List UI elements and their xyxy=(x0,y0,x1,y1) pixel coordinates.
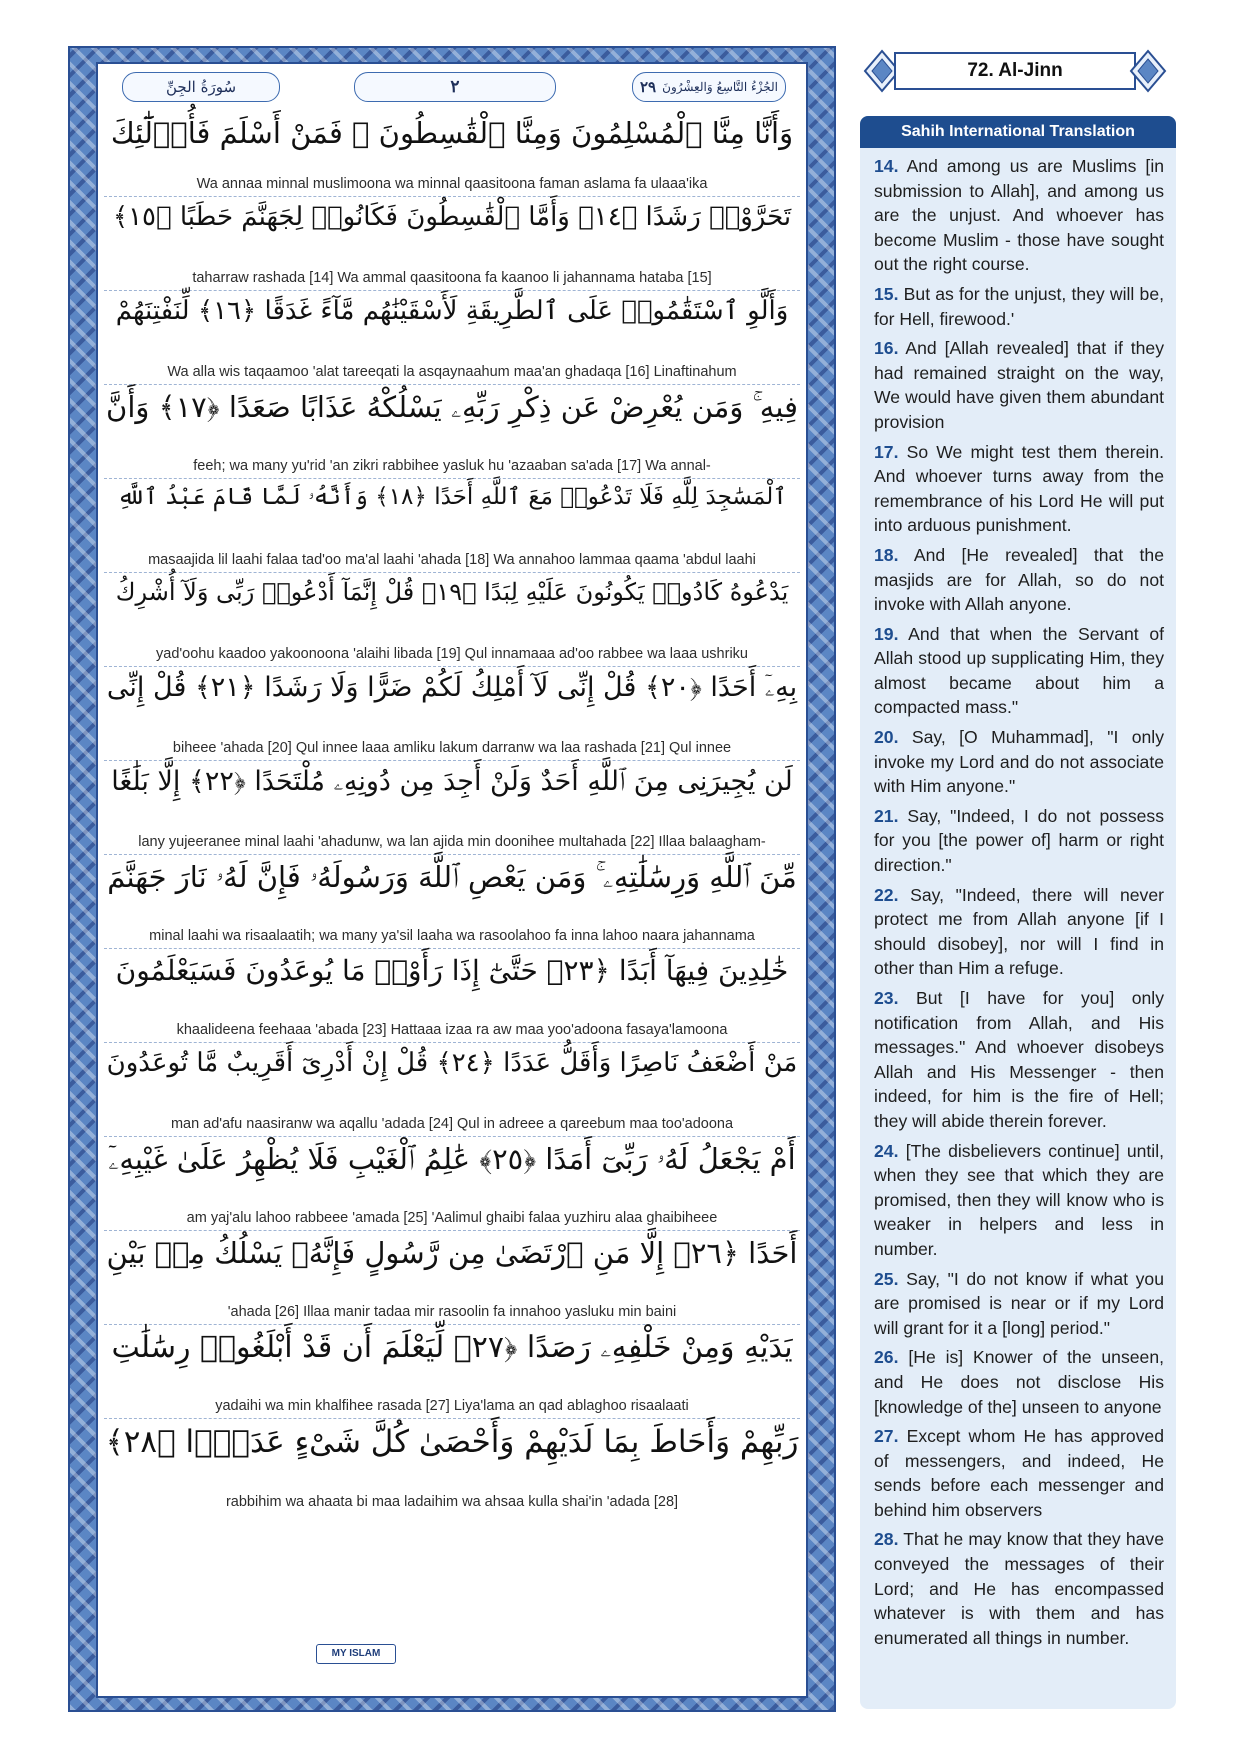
page-header xyxy=(98,64,806,108)
arabic-text: يَدْعُوهُ كَادُوا۟ يَكُونُونَ عَلَيْهِ لِبَدًا ﴿١٩﴾ قُلْ إِنَّمَآ أَدْعُوا۟ رَبِّى وَلَآ أُشْرِكُ xyxy=(115,578,789,606)
verse-line xyxy=(104,572,800,667)
transliteration: minal laahi wa risaalaatih; wa many ya'sil laaha wa rasoolahoo fa inna lahoo naara jahannama xyxy=(149,928,755,944)
verse-number: 17. xyxy=(874,441,899,462)
arabic-text: ٱلْمَسَٰجِدَ لِلَّهِ فَلَا تَدْعُوا۟ مَعَ ٱللَّهِ أَحَدًا ﴿١٨﴾ وَأَنَّهُۥ لَمَّا قَامَ عَبْدُ ٱللَّهِ xyxy=(117,484,787,510)
verse-line xyxy=(104,110,800,197)
verse-line xyxy=(104,290,800,385)
verse-line xyxy=(104,760,800,855)
verse-number: 15. xyxy=(874,283,899,304)
verse-number: 25. xyxy=(874,1268,899,1289)
transliteration: 'ahada [26] Illaa manir tadaa mir rasoolin fa innahoo yasluku min baini xyxy=(227,1304,677,1320)
transliteration: man ad'afu naasiranw wa aqallu 'adada [24] Qul in adreee a qareebum maa too'adoona xyxy=(170,1116,734,1132)
verse-text: And [Allah revealed] that if they had remained straight on the way, We would have given them abundant provision xyxy=(874,338,1165,432)
translation-header: Sahih International Translation xyxy=(860,116,1176,148)
transliteration: khaalideena feehaaa 'abada [23] Hattaaa izaa ra aw maa yoo'adoona fasaya'lamoona xyxy=(176,1022,728,1038)
arabic-text: أَحَدًا ﴿٢٦﴾ إِلَّا مَنِ ٱرْتَضَىٰ مِن رَّسُولٍ فَإِنَّهُۥ يَسْلُكُ مِنۢ بَيْنِ xyxy=(106,1236,798,1270)
verse-line xyxy=(104,1324,800,1419)
translation-verse xyxy=(874,883,1164,981)
translation-verse xyxy=(874,725,1164,799)
verse-line xyxy=(104,1230,800,1325)
transliteration: am yaj'alu lahoo rabbeee 'amada [25] 'Aalimul ghaibi falaa yuzhiru alaa ghaibiheee xyxy=(186,1210,718,1226)
transliteration: masaajida lil laahi falaa tad'oo ma'al laahi 'ahada [18] Wa annahoo lammaa qaama 'abdul laahi xyxy=(148,552,756,568)
verse-line xyxy=(104,1042,800,1137)
verse-text: [He is] Knower of the unseen, and He does not disclose His [knowledge of the] unseen to anyone xyxy=(874,1347,1165,1417)
arabic-text: لَن يُجِيرَنِى مِنَ ٱللَّهِ أَحَدٌ وَلَنْ أَجِدَ مِن دُونِهِۦ مُلْتَحَدًا ﴿٢٢﴾ إِلَّا بَلَٰغًا xyxy=(111,766,793,797)
translation-verse xyxy=(874,622,1164,720)
translation-verse xyxy=(874,1139,1164,1262)
verse-number: 18. xyxy=(874,544,899,565)
verse-text: Say, [O Muhammad], "I only invoke my Lord and do not associate with Him anyone." xyxy=(874,727,1165,797)
verse-number: 23. xyxy=(874,988,899,1008)
verse-number: 16. xyxy=(874,338,899,359)
verse-text: [The disbelievers continue] until, when they see that which they are promised, then they will know who is weaker in helpers and less in number. xyxy=(874,1140,1164,1259)
verse-text: Except whom He has approved of messengers, and indeed, He sends before each messenger and behind him observers xyxy=(874,1426,1164,1520)
verse-text: But as for the unjust, they will be, for Hell, firewood.' xyxy=(874,283,1164,329)
arabic-text: وَأَلَّوِ ٱسْتَقَٰمُوا۟ عَلَى ٱلطَّرِيقَةِ لَأَسْقَيْنَٰهُم مَّآءً غَدَقًا ﴿١٦﴾ لِّنَفْتِنَهُمْ xyxy=(115,296,789,326)
quran-page-frame xyxy=(68,46,836,1712)
verse-text: And that when the Servant of Allah stood up supplicating Him, they almost became about him a compacted mass." xyxy=(874,623,1164,718)
verse-text: Say, "Indeed, there will never protect me from Allah anyone [if I should disobey], nor will I find in other than Him a refuge. xyxy=(874,884,1164,979)
verse-number: 20. xyxy=(874,727,899,748)
verse-number: 27. xyxy=(874,1426,899,1447)
arabic-text: تَحَرَّوْا۟ رَشَدًا ﴿١٤﴾ وَأَمَّا ٱلْقَٰسِطُونَ فَكَانُوا۟ لِجَهَنَّمَ حَطَبًا ﴿١٥﴾ xyxy=(112,202,792,232)
verse-text: And [He revealed] that the masjids are for Allah, so do not invoke with Allah anyone. xyxy=(874,544,1164,615)
translation-verse xyxy=(874,1267,1164,1341)
myislam-logo: MY ISLAM xyxy=(316,1644,396,1664)
verse-text: And among us are Muslims [in submission to Allah], and among us are the unjust. And whoever has become Muslim - those have sought out the right course. xyxy=(874,156,1165,275)
arabic-text: رَبِّهِمْ وَأَحَاطَ بِمَا لَدَيْهِمْ وَأَحْصَىٰ كُلَّ شَىْءٍ عَدَدًۢا ﴿٢٨﴾ xyxy=(105,1424,799,1460)
arabic-text: بِهِۦٓ أَحَدًا ﴿٢٠﴾ قُلْ إِنِّى لَآ أَمْلِكُ لَكُمْ ضَرًّا وَلَا رَشَدًا ﴿٢١﴾ قُلْ إِنِّى xyxy=(106,672,798,703)
translation-panel xyxy=(860,116,1176,1709)
verse-number: 14. xyxy=(874,156,899,176)
transliteration: lany yujeeranee minal laahi 'ahadunw, wa lan ajida min doonihee multahada [22] Illaa balaagham- xyxy=(138,834,766,850)
verse-line xyxy=(104,478,800,573)
page-number: ٢ xyxy=(354,72,556,102)
translation-verse xyxy=(874,336,1164,434)
translation-verse xyxy=(874,154,1164,277)
transliteration: feeh; wa many yu'rid 'an zikri rabbihee yasluk hu 'azaaban sa'ada [17] Wa annal- xyxy=(193,458,711,474)
verse-line xyxy=(104,948,800,1043)
arabic-text: فِيهِ ۚ وَمَن يُعْرِضْ عَن ذِكْرِ رَبِّهِۦ يَسْلُكْهُ عَذَابًا صَعَدًا ﴿١٧﴾ وَأَنَّ xyxy=(106,390,798,424)
verse-text: So We might test them therein. And whoever turns away from the remembrance of his Lord He will put into arduous punishment. xyxy=(874,441,1165,536)
verse-line xyxy=(104,854,800,949)
verse-text: That he may know that they have conveyed the messages of their Lord; and He has encompassed whatever is with them and has enumerated all things in number. xyxy=(874,1529,1164,1648)
transliteration: taharraw rashada [14] Wa ammal qaasitoona fa kaanoo li jahannama hataba [15] xyxy=(192,270,712,286)
translation-verse xyxy=(874,282,1164,331)
transliteration: yad'oohu kaadoo yakoonoona 'alaihi libada [19] Qul innamaaa ad'oo rabbee wa laaa ushriku xyxy=(156,646,748,662)
quran-page xyxy=(96,62,808,1698)
verse-line xyxy=(104,384,800,479)
translation-verses xyxy=(874,154,1164,1655)
arabic-text: وَأَنَّا مِنَّا ٱلْمُسْلِمُونَ وَمِنَّا ٱلْقَٰسِطُونَ ۖ فَمَنْ أَسْلَمَ فَأُو۟لَٰٓئِكَ xyxy=(110,116,794,150)
verse-line xyxy=(104,666,800,761)
juz-label xyxy=(632,72,786,102)
verse-number: 28. xyxy=(874,1529,899,1550)
transliteration: biheee 'ahada [20] Qul innee laaa amliku lakum darranw wa laa rashada [21] Qul innee xyxy=(172,740,732,756)
arabic-text: أَمْ يَجْعَلُ لَهُۥ رَبِّىٓ أَمَدًا ﴿٢٥﴾ عَٰلِمُ ٱلْغَيْبِ فَلَا يُظْهِرُ عَلَىٰ غَيْبِهِۦٓ xyxy=(108,1142,796,1176)
verse-line xyxy=(104,1418,800,1514)
translation-verse xyxy=(874,440,1164,538)
arabic-text: يَدَيْهِ وَمِنْ خَلْفِهِۦ رَصَدًا ﴿٢٧﴾ لِّيَعْلَمَ أَن قَدْ أَبْلَغُوا۟ رِسَٰلَٰتِ xyxy=(111,1330,793,1365)
verse-number: 19. xyxy=(874,623,899,644)
transliteration: rabbihim wa ahaata bi maa ladaihim wa ahsaa kulla shai'in 'adada [28] xyxy=(225,1494,679,1510)
arabic-text: مِّنَ ٱللَّهِ وَرِسَٰلَٰتِهِۦ ۚ وَمَن يَعْصِ ٱللَّهَ وَرَسُولَهُۥ فَإِنَّ لَهُۥ نَارَ جَهَنَّمَ xyxy=(107,860,797,894)
translation-verse xyxy=(874,986,1164,1134)
verse-text: But [I have for you] only notification from Allah, and His messages." And whoever disobeys Allah and His Messenger - then indeed, for him is the fire of Hell; they will abide therein forever. xyxy=(874,988,1165,1131)
verse-text: Say, "I do not know if what you are promised is near or if my Lord will grant for it a [long] period." xyxy=(874,1268,1164,1338)
arabic-text: مَنْ أَضْعَفُ نَاصِرًا وَأَقَلُّ عَدَدًا ﴿٢٤﴾ قُلْ إِنْ أَدْرِىٓ أَقَرِيبٌ مَّا تُوعَدُونَ xyxy=(106,1048,798,1078)
arabic-text: خَٰلِدِينَ فِيهَآ أَبَدًا ﴿٢٣﴾ حَتَّىٰٓ إِذَا رَأَوْا۟ مَا يُوعَدُونَ فَسَيَعْلَمُونَ xyxy=(115,954,789,987)
verse-text: Say, "Indeed, I do not possess for you [the power of] harm or right direction." xyxy=(874,805,1164,876)
verse-number: 22. xyxy=(874,884,899,905)
ornament-right-icon xyxy=(1128,48,1168,94)
translation-verse xyxy=(874,1527,1164,1650)
surah-title: 72. Al-Jinn xyxy=(894,52,1136,90)
juz-name: الجُزْءُ التَّاسِعُ وَالعِشْرُونَ xyxy=(662,80,778,94)
juz-number: ٢٩ xyxy=(640,78,657,96)
transliteration: yadaihi wa min khalfihee rasada [27] Liya'lama an qad ablaghoo risaalaati xyxy=(215,1398,689,1414)
verse-line xyxy=(104,196,800,291)
translation-verse xyxy=(874,543,1164,617)
surah-name-label: سُورَةُ الجِنِّ xyxy=(122,72,280,102)
verse-line xyxy=(104,1136,800,1231)
transliteration: Wa annaa minnal muslimoona wa minnal qaasitoona faman aslama fa ulaaa'ika xyxy=(196,176,708,192)
verse-number: 24. xyxy=(874,1140,899,1161)
surah-title-banner xyxy=(862,46,1168,98)
translation-verse xyxy=(874,1424,1164,1522)
verse-number: 21. xyxy=(874,805,899,826)
verse-number: 26. xyxy=(874,1347,899,1368)
translation-verse xyxy=(874,1345,1164,1419)
transliteration: Wa alla wis taqaamoo 'alat tareeqati la asqaynaahum maa'an ghadaqa [16] Linaftinahum xyxy=(167,364,737,380)
translation-verse xyxy=(874,804,1164,878)
